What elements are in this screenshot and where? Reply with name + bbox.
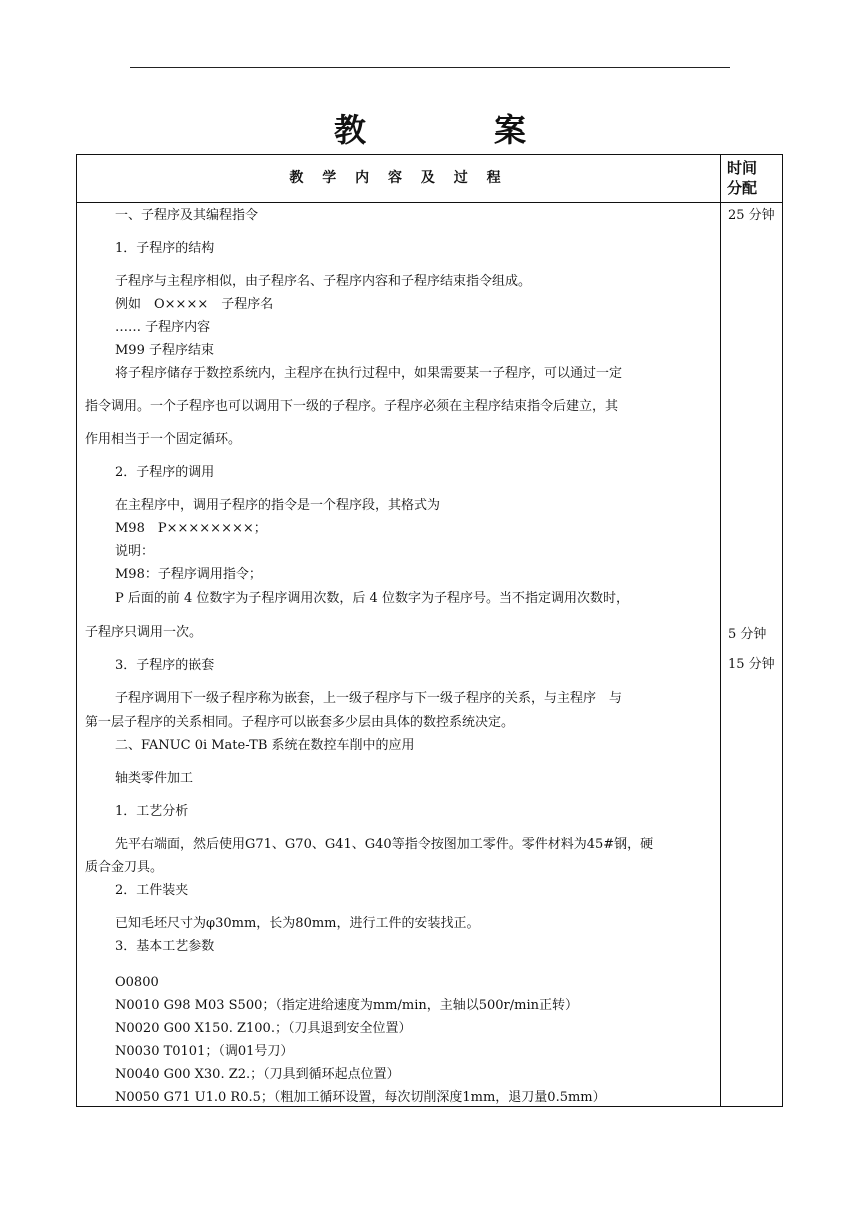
subsection-heading: 3．子程序的嵌套 xyxy=(115,658,215,673)
paragraph-line: 先平右端面，然后使用G71、G70、G41、G40等指令按图加工零件。零件材料为45#钢，硬 xyxy=(115,837,654,852)
subsection-heading: 2．子程序的调用 xyxy=(115,465,215,480)
paragraph-line: M98：子程序调用指令； xyxy=(115,567,262,582)
time-header xyxy=(727,158,777,198)
code-line: N0010 G98 M03 S500；（指定进给速度为mm/min，主轴以500r/min正转） xyxy=(115,998,579,1013)
section-heading: 二、FANUC 0i Mate-TB 系统在数控车削中的应用 xyxy=(115,738,415,753)
header-divider xyxy=(77,202,782,203)
example-line: …… 子程序内容 xyxy=(115,320,211,335)
top-rule xyxy=(130,67,730,68)
code-line: N0030 T0101；（调01号刀） xyxy=(115,1044,294,1059)
content-header: 教 学 内 容 及 过 程 xyxy=(289,170,508,186)
paragraph-line: 轴类零件加工 xyxy=(115,771,194,786)
paragraph-line: 子程序只调用一次。 xyxy=(85,625,203,640)
time-header-line1: 时间 xyxy=(727,159,758,177)
time-entry: 5 分钟 xyxy=(728,627,767,642)
lesson-table xyxy=(76,154,783,1107)
subsection-heading: 1．工艺分析 xyxy=(115,804,189,819)
paragraph-line: 子程序调用下一级子程序称为嵌套，上一级子程序与下一级子程序的关系，与主程序 与 xyxy=(115,691,623,706)
paragraph-line: 第一层子程序的关系相同。子程序可以嵌套多少层由具体的数控系统决定。 xyxy=(85,715,515,730)
section-heading: 一、子程序及其编程指令 xyxy=(115,208,259,223)
paragraph-line: 作用相当于一个固定循环。 xyxy=(85,432,242,447)
subsection-heading: 2．工件装夹 xyxy=(115,883,189,898)
paragraph-line: P 后面的前 4 位数字为子程序调用次数，后 4 位数字为子程序号。当不指定调用次数时， xyxy=(115,591,629,606)
code-line: N0020 G00 X150. Z100.；（刀具退到安全位置） xyxy=(115,1021,412,1036)
example-line: 例如 O×××× 子程序名 xyxy=(115,297,274,312)
paragraph-line: 质合金刀具。 xyxy=(85,860,164,875)
time-header-line2: 分配 xyxy=(727,179,758,197)
paragraph-line: 在主程序中，调用子程序的指令是一个程序段，其格式为 xyxy=(115,498,441,513)
paragraph-line: 已知毛坯尺寸为φ30mm，长为80mm，进行工件的安装找正。 xyxy=(115,916,480,931)
code-line: N0050 G71 U1.0 R0.5；（粗加工循环设置，每次切削深度1mm，退刀量0.5mm） xyxy=(115,1090,606,1105)
code-line: N0040 G00 X30. Z2.；（刀具到循环起点位置） xyxy=(115,1067,400,1082)
time-entry: 15 分钟 xyxy=(728,657,775,672)
code-line: O0800 xyxy=(115,975,159,990)
paragraph-line: 子程序与主程序相似，由子程序名、子程序内容和子程序结束指令组成。 xyxy=(115,274,532,289)
example-line: M99 子程序结束 xyxy=(115,343,214,358)
code-line: M98 P××××××××； xyxy=(115,521,267,536)
subsection-heading: 1．子程序的结构 xyxy=(115,241,215,256)
paragraph-line: 将子程序储存于数控系统内，主程序在执行过程中，如果需要某一子程序，可以通过一定 xyxy=(115,366,623,381)
paragraph-line: 说明： xyxy=(115,544,155,559)
page-title: 教 案 xyxy=(333,111,574,149)
paragraph-line: 指令调用。一个子程序也可以调用下一级的子程序。子程序必须在主程序结束指令后建立，其 xyxy=(85,399,619,414)
time-entry: 25 分钟 xyxy=(728,208,775,223)
subsection-heading: 3．基本工艺参数 xyxy=(115,939,215,954)
